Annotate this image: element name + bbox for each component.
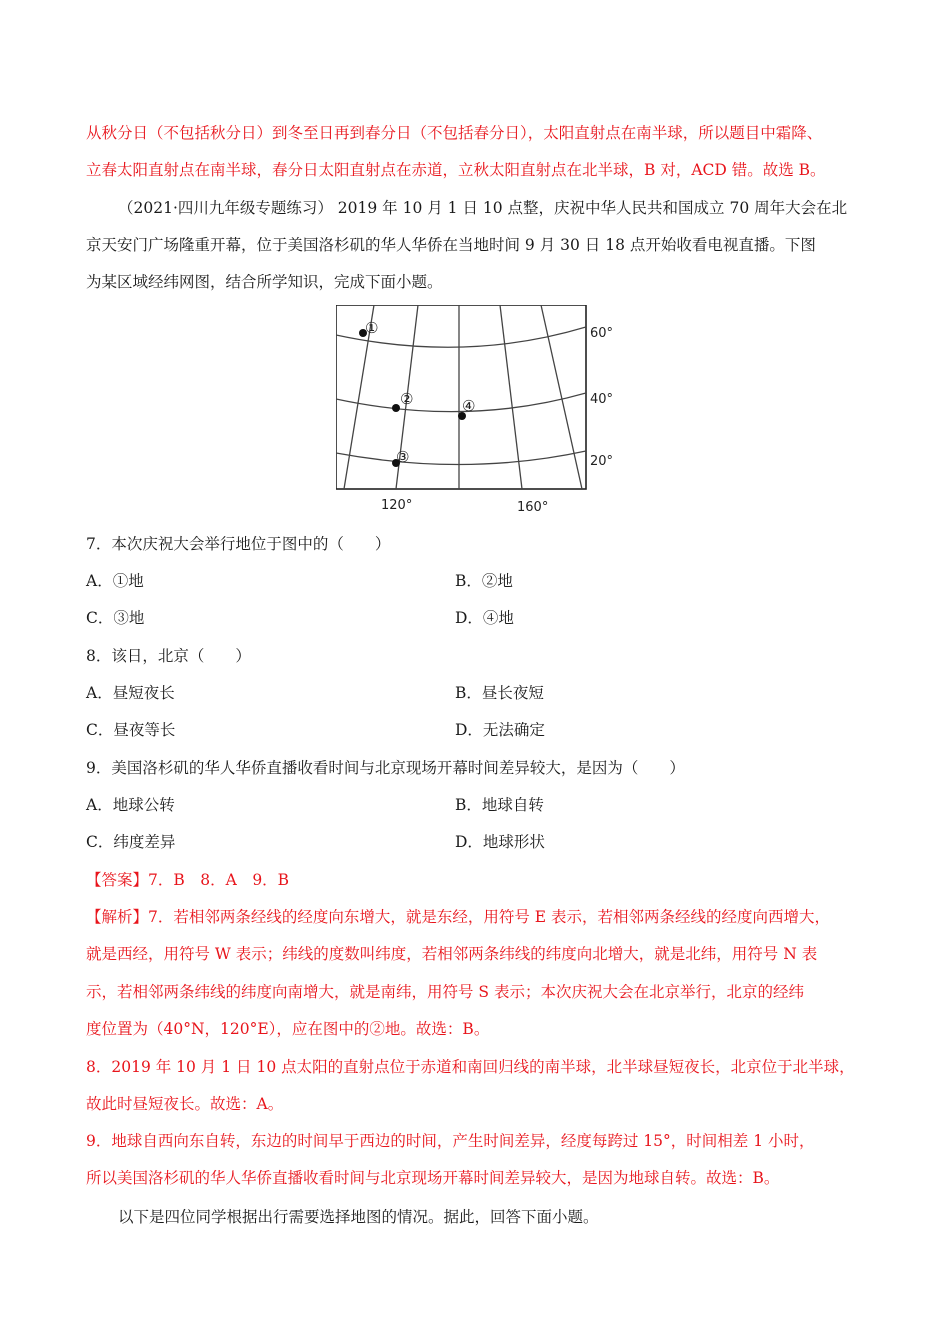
answer-line bbox=[86, 870, 289, 890]
next-intro: 以下是四位同学根据出行需要选择地图的情况。据此，回答下面小题。 bbox=[118, 1208, 599, 1226]
analysis-p8-line-2: 故此时昼短夜长。故选：A。 bbox=[86, 1095, 284, 1113]
prev-explanation-line-2: 立春太阳直射点在南半球，春分日太阳直射点在赤道，立秋太阳直射点在北半球，B 对，ACD 错。故选 B。 bbox=[86, 161, 826, 179]
q8-stem: 8．该日，北京（ ） bbox=[86, 647, 251, 665]
q7-option-b: B．②地 bbox=[455, 572, 513, 590]
q8-option-d: D．无法确定 bbox=[455, 721, 545, 739]
q9-option-c: C．纬度差异 bbox=[86, 833, 176, 851]
graticule-map bbox=[336, 305, 620, 517]
q7-stem: 7．本次庆祝大会举行地位于图中的（ ） bbox=[86, 535, 391, 553]
analysis-p7-line-2: 就是西经，用符号 W 表示；纬线的度数叫纬度，若相邻两条纬线的纬度向北增大，就是北纬，用符号 N 表 bbox=[86, 945, 818, 963]
q8-option-a: A．昼短夜长 bbox=[86, 684, 175, 702]
analysis-p7-line-3: 示，若相邻两条纬线的纬度向南增大，就是南纬，用符号 S 表示；本次庆祝大会在北京举行，北京的经纬 bbox=[86, 983, 804, 1001]
lat-label-60: 60° bbox=[590, 326, 614, 341]
longitude-180-line bbox=[541, 305, 582, 489]
lat-label-40: 40° bbox=[590, 392, 614, 407]
answer-text: 7．B 8．A 9．B bbox=[148, 871, 290, 889]
q9-option-b: B．地球自转 bbox=[455, 796, 544, 814]
lon-label-120: 120° bbox=[381, 498, 413, 513]
point-3-label: ③ bbox=[396, 448, 410, 466]
longitude-160-line bbox=[500, 305, 522, 489]
analysis-p9-line-2: 所以美国洛杉矶的华人华侨直播收看时间与北京现场开幕时间差异较大，是因为地球自转。故选：B。 bbox=[86, 1169, 780, 1187]
intro-line-3: 为某区域经纬网图，结合所学知识，完成下面小题。 bbox=[86, 273, 443, 291]
intro-line-2: 京天安门广场隆重开幕，位于美国洛杉矶的华人华侨在当地时间 9 月 30 日 18 点开始收看电视直播。下图 bbox=[86, 236, 816, 254]
point-4-label: ④ bbox=[462, 397, 476, 415]
point-1-label: ① bbox=[365, 319, 379, 337]
analysis-p9-line-1: 9．地球自西向东自转，东边的时间早于西边的时间，产生时间差异，经度每跨过 15°，时间相差 1 小时， bbox=[86, 1132, 815, 1150]
q7-option-d: D．④地 bbox=[455, 609, 514, 627]
analysis-p7-line-1: 7．若相邻两条经线的经度向东增大，就是东经，用符号 E 表示，若相邻两条经线的经度向西增大， bbox=[148, 908, 831, 926]
analysis-p8-line-1: 8．2019 年 10 月 1 日 10 点太阳的直射点位于赤道和南回归线的南半球，北半球昼短夜长，北京位于北半球， bbox=[86, 1058, 855, 1076]
lon-label-160: 160° bbox=[517, 500, 549, 515]
latitude-20-line bbox=[336, 451, 586, 465]
q9-option-a: A．地球公转 bbox=[86, 796, 175, 814]
analysis-p7-line-4: 度位置为（40°N，120°E），应在图中的②地。故选：B。 bbox=[86, 1020, 490, 1038]
graticule-map-svg bbox=[336, 305, 620, 517]
q8-option-b: B．昼长夜短 bbox=[455, 684, 544, 702]
analysis-label: 【解析】 bbox=[86, 908, 149, 926]
q9-stem: 9．美国洛杉矶的华人华侨直播收看时间与北京现场开幕时间差异较大，是因为（ ） bbox=[86, 759, 685, 777]
point-2-dot bbox=[392, 404, 400, 412]
intro-line-1: （2021·四川九年级专题练习） 2019 年 10 月 1 日 10 点整，庆祝中华人民共和国成立 70 周年大会在北 bbox=[118, 199, 848, 217]
point-2-label: ② bbox=[400, 390, 414, 408]
lat-label-20: 20° bbox=[590, 454, 614, 469]
answer-label: 【答案】 bbox=[86, 871, 149, 889]
q7-option-a: A．①地 bbox=[86, 572, 144, 590]
prev-explanation-line-1: 从秋分日（不包括秋分日）到冬至日再到春分日（不包括春分日），太阳直射点在南半球，所以题目中霜降、 bbox=[86, 124, 823, 142]
latitude-40-line bbox=[336, 393, 586, 412]
q8-option-c: C．昼夜等长 bbox=[86, 721, 176, 739]
q9-option-d: D．地球形状 bbox=[455, 833, 545, 851]
analysis-line-1 bbox=[86, 907, 830, 927]
q7-option-c: C．③地 bbox=[86, 609, 145, 627]
